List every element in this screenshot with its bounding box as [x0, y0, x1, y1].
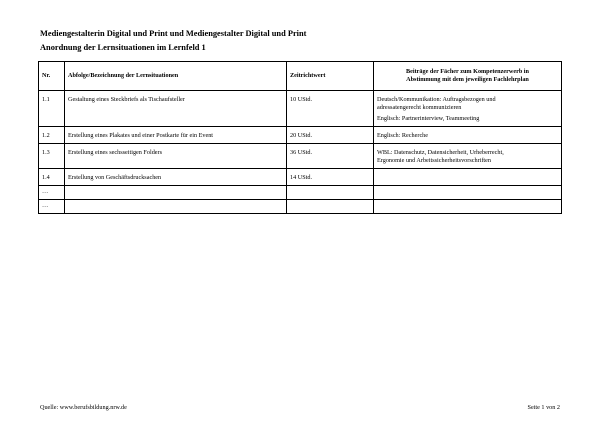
header-abfolge: Abfolge/Bezeichnung der Lernsituationen — [65, 62, 287, 91]
cell-beitrag — [374, 200, 562, 214]
cell-nr: 1.3 — [39, 144, 65, 169]
table-row — [39, 200, 562, 214]
beitrag-line: Englisch: Recherche — [377, 132, 429, 139]
table-row — [39, 127, 562, 144]
lernsituationen-table — [38, 61, 562, 214]
cell-bezeichnung: Erstellung eines Plakates und einer Postkarte für ein Event — [65, 127, 287, 144]
cell-nr: 1.4 — [39, 169, 65, 186]
cell-beitrag — [374, 186, 562, 200]
beitrag-line: adressatengerecht kommunizieren — [377, 104, 462, 111]
cell-bezeichnung — [65, 186, 287, 200]
beitrag-line: Deutsch/Kommunikation: Auftragsbezogen und — [377, 96, 496, 103]
cell-bezeichnung: Erstellung eines sechsseitigen Folders — [65, 144, 287, 169]
cell-nr: 1.1 — [39, 91, 65, 127]
header-beitraege-line-2: Abstimmung mit dem jeweiligen Fachlehrplan — [406, 76, 529, 83]
header-zeitrichtwert: Zeitrichtwert — [287, 62, 374, 91]
footer-source: Quelle: www.berufsbildung.nrw.de — [40, 404, 127, 411]
cell-nr: … — [39, 200, 65, 214]
cell-zeit: 20 UStd. — [287, 127, 374, 144]
table-row — [39, 91, 562, 127]
header-beitraege-line-1: Beiträge der Fächer zum Kompetenzerwerb in — [406, 68, 529, 75]
cell-zeit — [287, 200, 374, 214]
table-header-row — [39, 62, 562, 91]
table-row — [39, 186, 562, 200]
cell-beitrag — [374, 91, 562, 127]
footer-page-number: Seite 1 von 2 — [527, 404, 560, 411]
table-row — [39, 144, 562, 169]
cell-beitrag — [374, 144, 562, 169]
cell-bezeichnung: Erstellung von Geschäftsdrucksachen — [65, 169, 287, 186]
beitrag-line: Ergonomie und Arbeitssicherheitsvorschriften — [377, 157, 491, 164]
beitrag-line: Englisch: Partnerinterview, Teammeeting — [377, 115, 480, 122]
cell-nr: 1.2 — [39, 127, 65, 144]
beitrag-line: WBL: Datenschutz, Datensicherheit, Urheberrecht, — [377, 149, 504, 156]
cell-nr: … — [39, 186, 65, 200]
cell-zeit: 10 UStd. — [287, 91, 374, 127]
cell-zeit — [287, 186, 374, 200]
cell-beitrag — [374, 127, 562, 144]
cell-beitrag — [374, 169, 562, 186]
cell-zeit: 14 UStd. — [287, 169, 374, 186]
document-subtitle: Anordnung der Lernsituationen im Lernfeld 1 — [40, 43, 206, 52]
cell-bezeichnung: Gestaltung eines Steckbriefs als Tischaufsteller — [65, 91, 287, 127]
header-nr: Nr. — [39, 62, 65, 91]
header-beitraege — [374, 62, 562, 91]
cell-zeit: 36 UStd. — [287, 144, 374, 169]
cell-bezeichnung — [65, 200, 287, 214]
table-row — [39, 169, 562, 186]
document-title: Mediengestalterin Digital und Print und Mediengestalter Digital und Print — [40, 29, 307, 38]
